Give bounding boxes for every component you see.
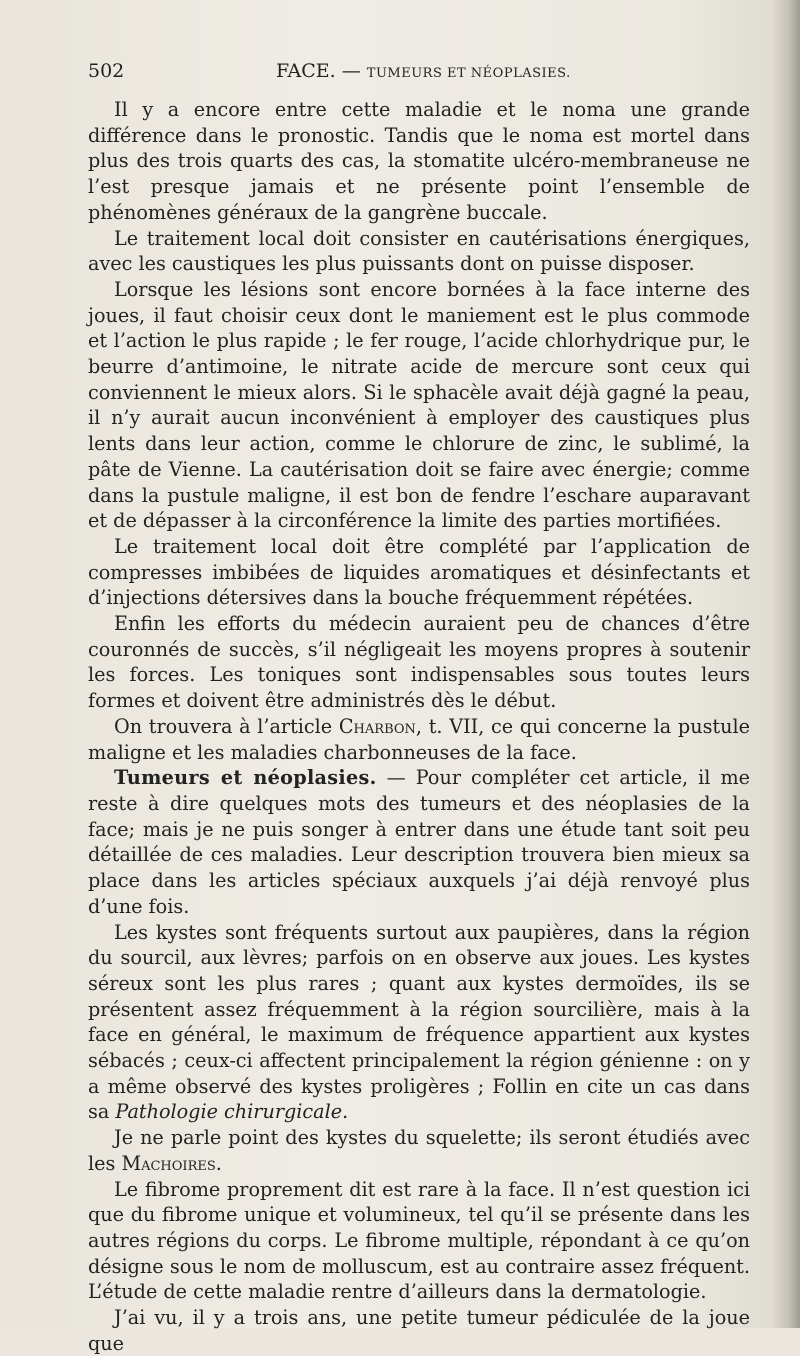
paragraph: Enfin les efforts du médecin auraient peu de chances d’être couronnés de succès, s’il négligeait les moyens propres à soutenir les forces. Les toniques sont indispensables sous toutes leurs formes et doivent être administrés dès le début.	[88, 612, 750, 713]
paragraph: Le fibrome proprement dit est rare à la face. Il n’est question ici que du fibrome unique et volumineux, tel qu’il se présente dans les autres régions du corps. Le fibrome multiple, répondant à ce qu’on désigne sous le nom de molluscum, est au contraire assez fréquent. L’étude de cette maladie rentre d’ailleurs dans la dermatologie.	[88, 1177, 750, 1304]
text-run: Les kystes sont fréquents surtout aux paupières, dans la région du sourcil, aux lèvres; parfois on en observe aux joues. Les kystes séreux sont les plus rares ; quant aux kystes dermoïdes, ils se présentent assez fréquemment à la région sourcilière, mais à la face en général, le maximum de fréquence appartient aux kystes sébacés ; ceux-ci affectent principalement la région génienne : on y a même observé des kystes proligères ; Follin en cite un cas dans sa	[88, 920, 750, 1124]
paragraph: Il y a encore entre cette maladie et le noma une grande différence dans le pronostic. Tandis que le noma est mortel dans plus des trois quarts des cas, la stomatite ulcéro-membraneuse ne l’est presque jamais et ne présente point l’ensemble de phénomènes généraux de la gangrène buccale.	[88, 98, 750, 224]
paragraph: J’ai vu, il y a trois ans, une petite tumeur pédiculée de la joue que	[88, 1306, 750, 1355]
text-run: Je ne parle point des kystes du squelette; ils seront étudiés avec les	[88, 1126, 750, 1175]
title-dash: —	[341, 60, 361, 82]
paragraph: Le traitement local doit consister en cautérisations énergiques, avec les caustiques les plus puissants dont on puisse disposer.	[88, 226, 750, 276]
paragraph	[88, 1125, 750, 1176]
paragraph	[88, 765, 750, 919]
text-run: .	[215, 1151, 222, 1175]
running-title	[276, 60, 571, 82]
paragraph: Le traitement local doit être complété par l’application de compresses imbibées de liquides aromatiques et désinfectants et d’injections détersives dans la bouche fréquemment répétées.	[88, 534, 750, 610]
page-number: 502	[88, 60, 125, 82]
paragraph	[88, 714, 750, 765]
italic-title: Pathologie chirurgicale.	[115, 1100, 349, 1124]
paragraph	[88, 920, 750, 1126]
paragraph: Lorsque les lésions sont encore bornées à la face interne des joues, il faut choisir ceux dont le maniement est le plus commode et l’action le plus rapide ; le fer rouge, l’acide chlorhydrique pur, le beurre d’antimoine, le nitrate acide de mercure sont ceux qui conviennent le mieux alors. Si le sphacèle avait déjà gagné la peau, il n’y aurait aucun inconvénient à employer des caustiques plus lents dans leur action, comme le chlorure de zinc, le sublimé, la pâte de Vienne. La cautérisation doit se faire avec énergie; comme dans la pustule maligne, il est bon de fendre l’eschare auparavant et de dépasser à la circonférence la limite des parties mortifiées.	[88, 277, 750, 533]
body-text	[88, 97, 750, 1356]
text-run: — Pour compléter cet article, il me reste à dire quelques mots des tumeurs et des néoplasies de la face; mais je ne puis songer à entrer dans une étude tant soit peu détaillée de ces maladies. Leur description trouvera bien mieux sa place dans les articles spéciaux auxquels j’ai déjà renvoyé plus d’une fois.	[88, 766, 751, 918]
cross-reference: Machoires	[121, 1151, 216, 1175]
title-sub: TUMEURS ET NÉOPLASIES.	[366, 66, 571, 81]
page-gutter-shadow	[772, 0, 800, 1328]
text-run: On trouvera à l’article	[114, 714, 339, 738]
cross-reference: Charbon	[338, 714, 416, 738]
section-lead-heading: Tumeurs et néoplasies.	[114, 766, 377, 790]
title-main: FACE.	[276, 60, 336, 82]
running-header	[88, 60, 750, 86]
text-run: , t. VII, ce qui concerne la pustule maligne et les maladies charbonneuses de la face.	[88, 714, 750, 764]
